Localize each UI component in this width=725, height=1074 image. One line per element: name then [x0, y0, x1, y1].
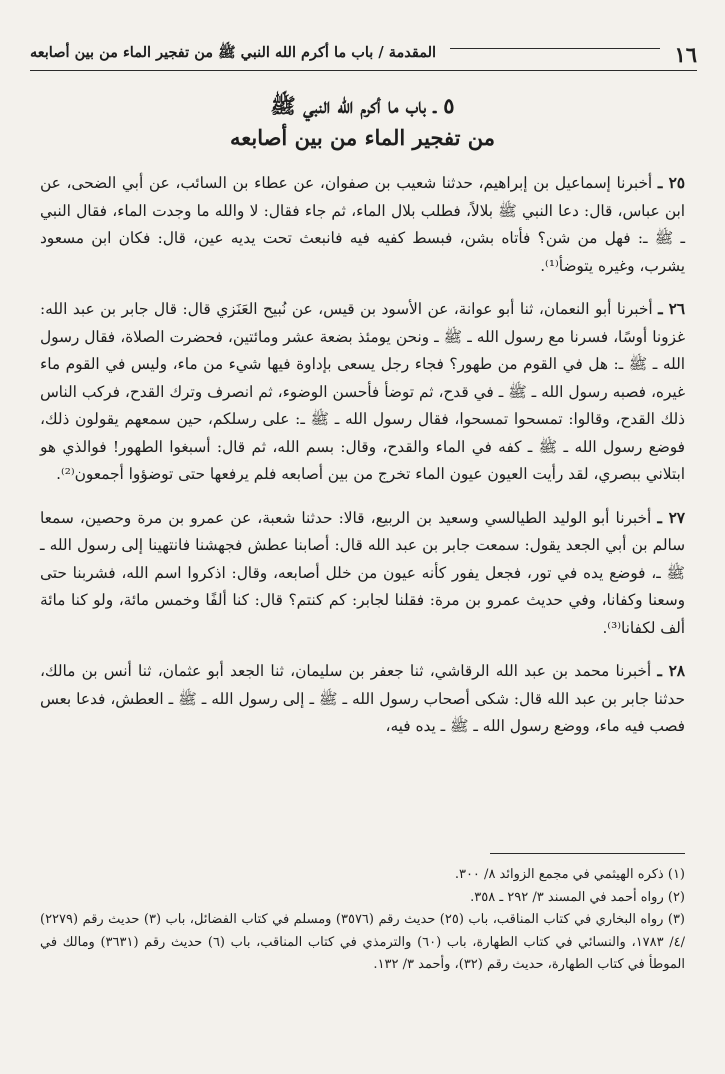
footnote-divider	[490, 853, 685, 854]
hadith-number: ٢٧ ـ	[657, 508, 685, 527]
running-title: المقدمة / باب ما أكرم الله النبي ﷺ من تفجير الماء من بين أصابعه	[30, 43, 437, 61]
chapter-title-line1: ٥ ـ باب ما أكرم الله النبي ﷺ	[270, 93, 455, 118]
hadith-paragraph	[40, 170, 685, 280]
footnote: (١) ذكره الهيثمي في مجمع الزوائد ٨/ ٣٠٠.	[454, 867, 685, 882]
footnote: (٢) رواه أحمد في المسند ٣/ ٢٩٢ ـ ٣٥٨.	[470, 889, 685, 905]
page-number: ١٦	[674, 41, 697, 67]
footnote: (٣) رواه البخاري في كتاب المناقب، باب (٢٥) حديث رقم (٣٥٧٦) ومسلم في كتاب الفضائل، باب (٣) حديث رقم (٢٢٧٩) /٤/ ١٧٨٣، والنسائي في كتاب الطهارة، باب (٦٠) والترمذي في كتاب المناقب، باب (٦) حديث رقم (٣٦٣١) ومالك في الموطأ في كتاب الطهارة، حديث رقم (٣٢)، وأحمد ٣/ ١٣٢.	[40, 912, 686, 972]
hadith-paragraph	[40, 296, 685, 489]
hadith-paragraph	[40, 658, 685, 741]
hadith-number: ٢٥ ـ	[657, 174, 685, 192]
hadith-number: ٢٦ ـ	[658, 300, 685, 318]
hadith-paragraph	[40, 505, 685, 643]
page-header	[30, 38, 697, 71]
chapter-title-line2: من تفجير الماء من بين أصابعه	[229, 125, 496, 150]
hadith-text: أخبرنا أبو النعمان، ثنا أبو عوانة، عن الأسود بن قيس، عن نُبيح العَنَزي قال: قال جابر بن عبد الله: غزونا أوسًا، فسرنا مع رسول الله ـ ﷺ ـ ونحن يومئذ بضعة عشر ومائتين، فحضرت الصلاة، فقال رسول الله ـ ﷺ ـ: هل في القوم من طهور؟ فجاء رجل يسعى بإداوة فيها شيء من ماء، وليس في القوم ماء غيره، فصبه رسول الله ـ ﷺ ـ في قدح، ثم توضأ فأحسن الوضوء، ثم انصرف وترك القدح، فركب الناس ذلك القدح، وقالوا: تمسحوا تمسحوا، فقال رسول الله ـ ﷺ ـ: على رسلكم، حين سمعهم يقولون ذلك، فوضع رسول الله ـ ﷺ ـ كفه في الماء والقدح، وقال: بسم الله، ثم قال: أسبغوا الطهور! فوالذي هو ابتلاني ببصري، لقد رأيت العيون عيون الماء تخرج من بين أصابعه فلم يرفعها حتى توضؤوا أجمعون⁽²⁾.	[40, 300, 685, 483]
footnotes	[40, 864, 685, 977]
hadith-number: ٢٨ ـ	[657, 662, 685, 680]
hadith-text: أخبرنا أبو الوليد الطيالسي وسعيد بن الربيع، قالا: حدثنا شعبة، عن عمرو بن مرة وحصين، سمعا سالم بن أبي الجعد يقول: سمعت جابر بن عبد الله قال: أصابنا عطش فجهشنا فانتهينا إلى رسول الله ـ ﷺ ـ، فوضع يده في تور، فجعل يفور كأنه عيون من خلل أصابعه، وقال: اذكروا اسم الله، فشربنا حتى وسعنا وكفانا، وفي حديث عمرو بن مرة: فقلنا لجابر: كم كنتم؟ قال: كنا ألفًا وخمس مائة، ولو كنا مائة ألف لكفانا⁽³⁾.	[40, 508, 685, 637]
hadith-body	[40, 170, 685, 757]
header-rule	[450, 48, 660, 49]
hadith-text: أخبرنا إسماعيل بن إبراهيم، حدثنا شعيب بن صفوان، عن عطاء بن السائب، عن أبي الضحى، عن ابن عباس، قال: دعا النبي ﷺ بلالاً، فطلب بلال الماء، ثم جاء فقال: لا والله ما وجدت الماء، فقال النبي ـ ﷺ ـ: فهل من شن؟ فأتاه بشن، فبسط كفيه فيه فانبعث تحت يديه عين، قال: فكان ابن مسعود يشرب، وغيره يتوضأ⁽¹⁾.	[40, 174, 686, 275]
chapter-heading	[0, 90, 725, 154]
hadith-text: أخبرنا محمد بن عبد الله الرقاشي، ثنا جعفر بن سليمان، ثنا الجعد أبو عثمان، ثنا أنس بن مالك، حدثنا جابر بن عبد الله قال: شكى أصحاب رسول الله ـ ﷺ ـ إلى رسول الله ـ ﷺ ـ العطش، فدعا بعس فصب فيه ماء، ووضع رسول الله ـ ﷺ ـ يده فيه،	[40, 662, 685, 735]
